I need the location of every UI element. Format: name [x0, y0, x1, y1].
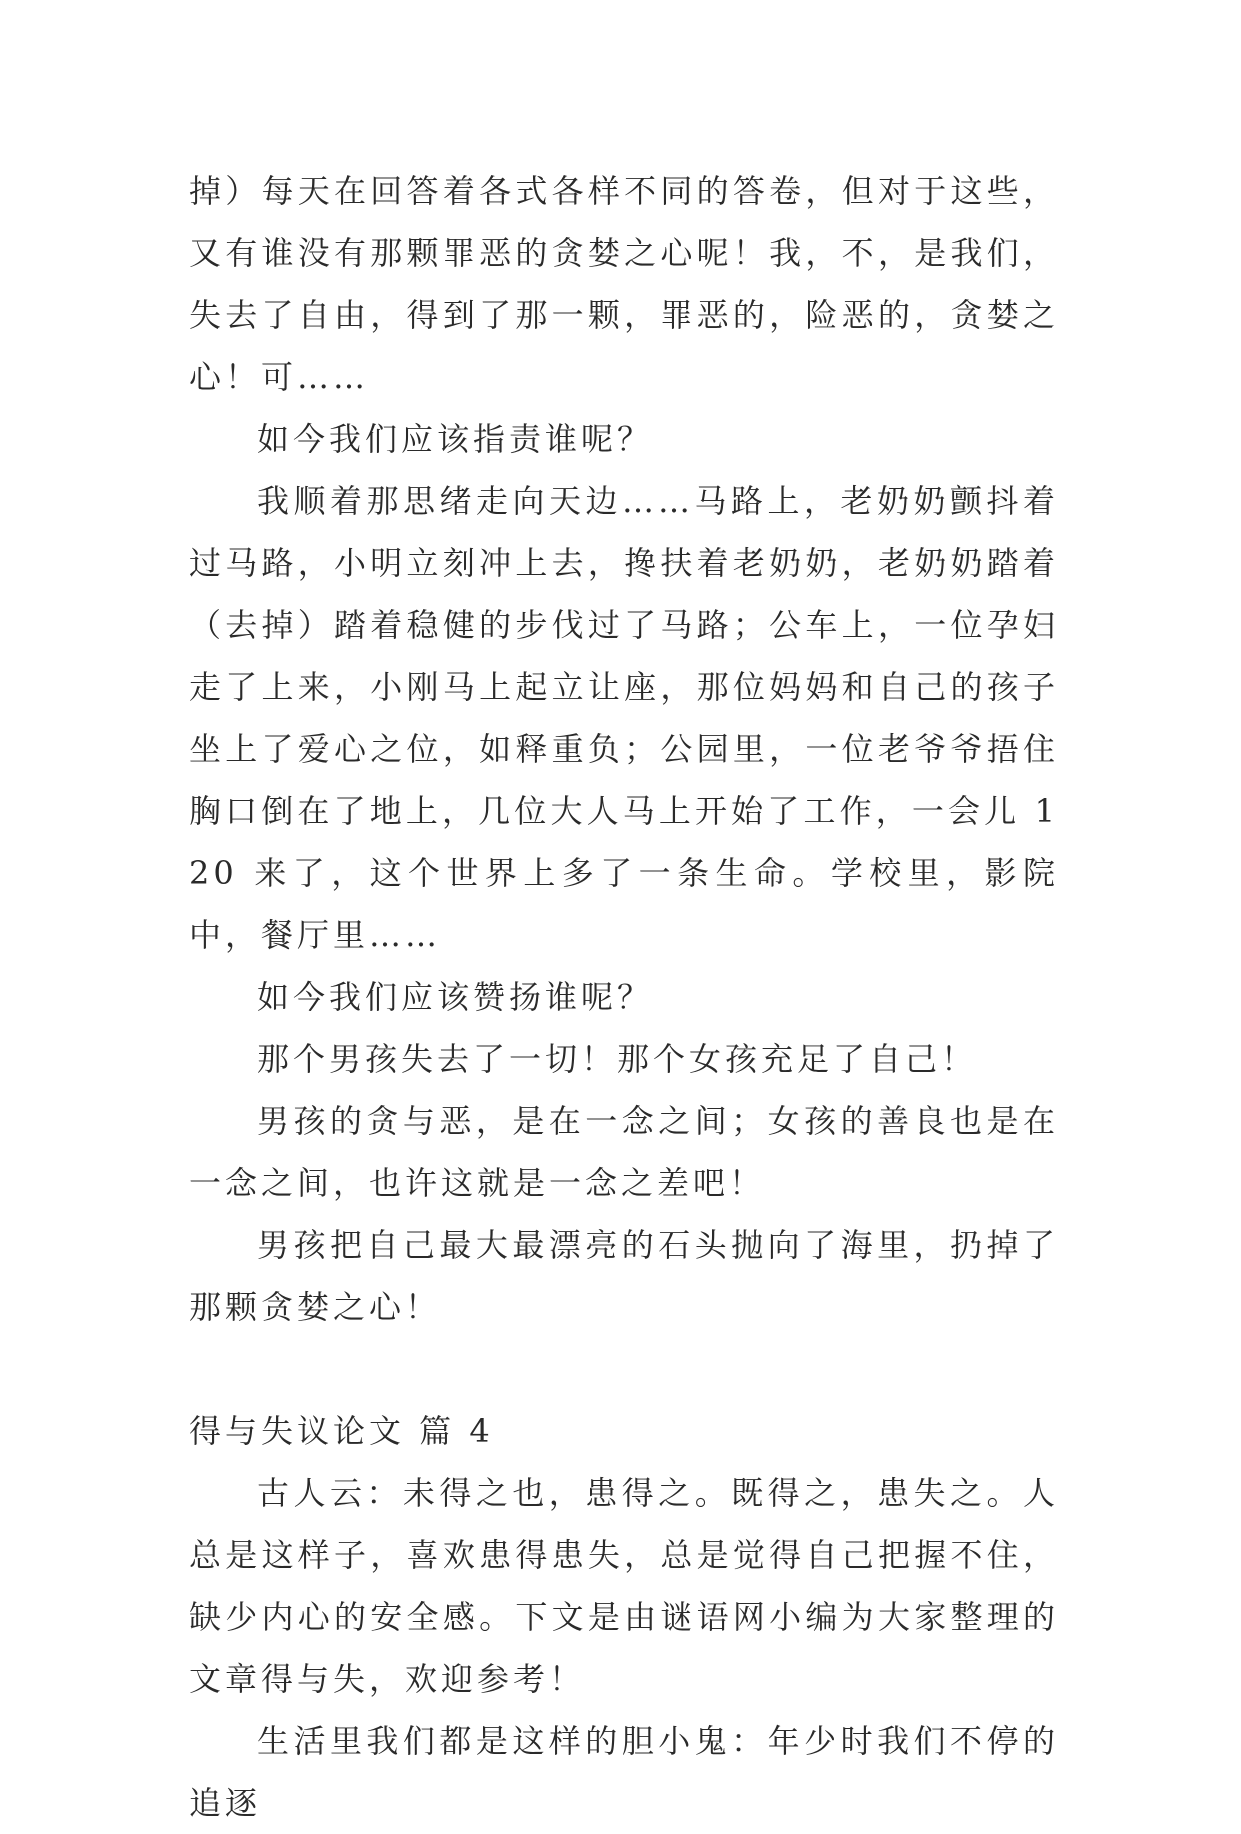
paragraph: 我顺着那思绪走向天边……马路上，老奶奶颤抖着过马路，小明立刻冲上去，搀扶着老奶奶，老奶奶踏着（去掉）踏着稳健的步伐过了马路；公车上，一位孕妇走了上来，小刚马上起立让座，那位妈妈和自己的孩子坐上了爱心之位，如释重负；公园里，一位老爷爷捂住胸口倒在了地上，几位大人马上开始了工作，一会儿 120 来了，这个世界上多了一条生命。学校里，影院中，餐厅里……	[189, 482, 1059, 954]
paragraph: 古人云：未得之也，患得之。既得之，患失之。人总是这样子，喜欢患得患失，总是觉得自己把握不住，缺少内心的安全感。下文是由谜语网小编为大家整理的文章得与失，欢迎参考！	[189, 1474, 1059, 1698]
paragraph: 那个男孩失去了一切！那个女孩充足了自己！	[257, 1040, 978, 1078]
paragraph: 如今我们应该指责谁呢？	[257, 420, 654, 458]
document-body	[189, 160, 1059, 1834]
paragraph: 如今我们应该赞扬谁呢？	[257, 978, 654, 1016]
paragraph: 掉）每天在回答着各式各样不同的答卷，但对于这些，又有谁没有那颗罪恶的贪婪之心呢！我，不，是我们，失去了自由，得到了那一颗，罪恶的，险恶的，贪婪之心！可……	[189, 172, 1059, 396]
paragraph: 男孩的贪与恶，是在一念之间；女孩的善良也是在一念之间，也许这就是一念之差吧！	[189, 1102, 1059, 1202]
section-title: 得与失议论文 篇 4	[189, 1412, 494, 1450]
paragraph: 生活里我们都是这样的胆小鬼：年少时我们不停的追逐	[189, 1722, 1059, 1822]
section-spacer	[189, 1338, 1059, 1400]
paragraph: 男孩把自己最大最漂亮的石头抛向了海里，扔掉了那颗贪婪之心！	[189, 1226, 1059, 1326]
